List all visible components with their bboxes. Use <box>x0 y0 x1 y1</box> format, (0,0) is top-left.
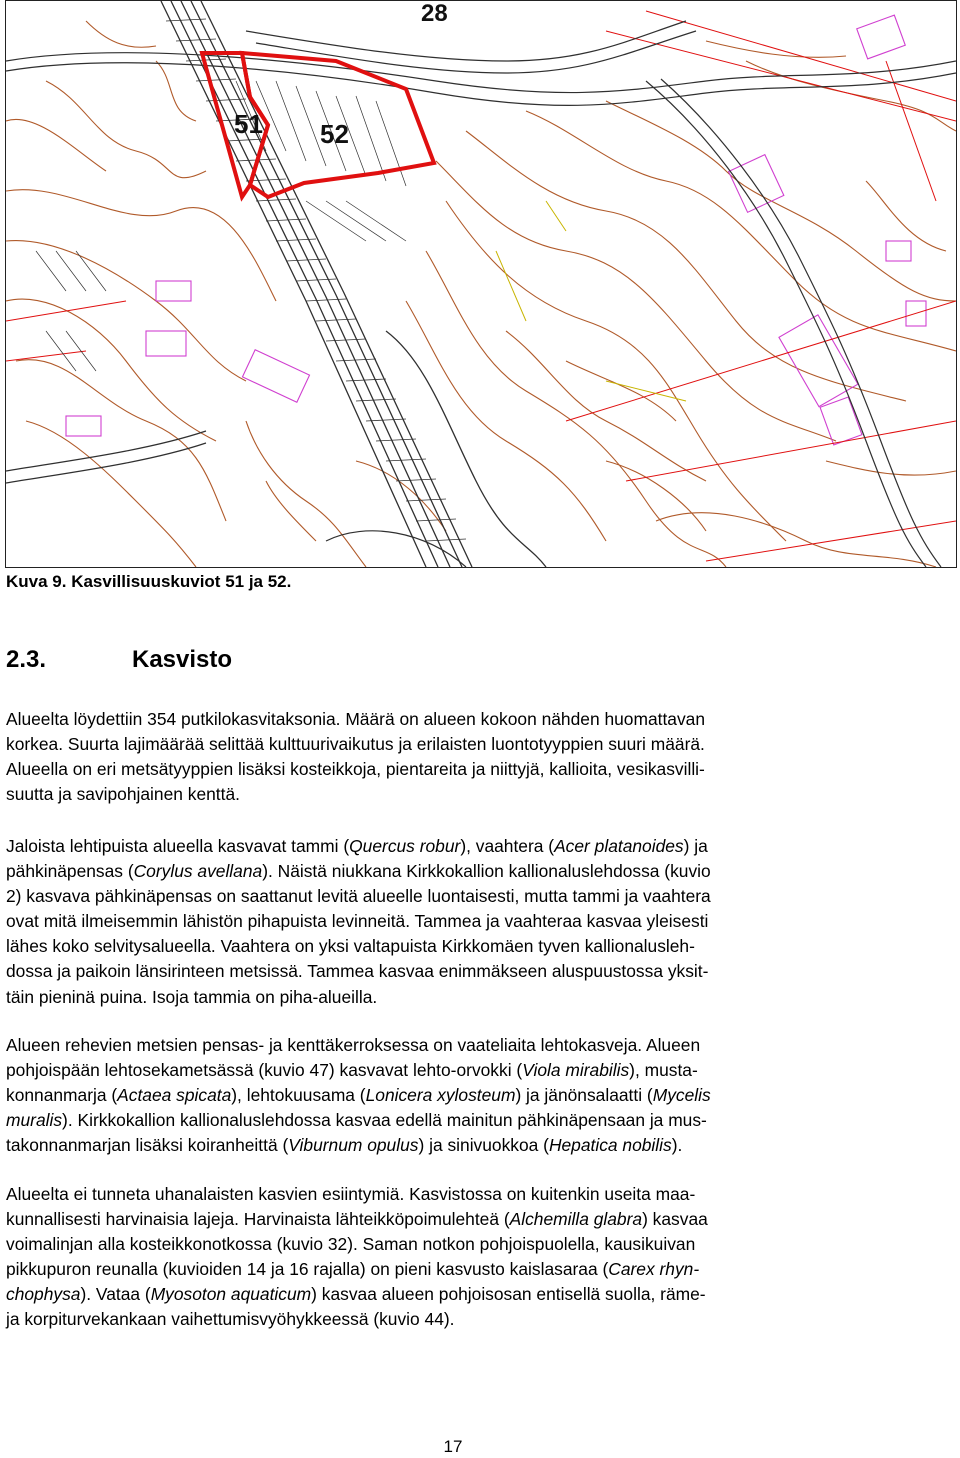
paragraph-1 <box>6 707 902 807</box>
text-run: pikkupuron reunalla (kuvioiden 14 ja 16 rajalla) on pieni kasvusto kaislasaraa ( <box>6 1259 609 1280</box>
text-run: pähkinäpensas ( <box>6 861 134 882</box>
text-run: ). Kirkkokallion kallionaluslehdossa kasvaa edellä mainitun pähkinäpensaan ja mus- <box>62 1110 707 1131</box>
text-run: ) ja jänönsalaatti ( <box>515 1085 653 1106</box>
text-run: ), vaahtera ( <box>460 836 555 856</box>
text-run: ) kasvaa <box>642 1209 708 1230</box>
text-line: lähes koko selvitysalueella. Vaahtera on yksi valtapuista Kirkkomäen tyven kallionalusleh- <box>6 936 695 957</box>
text-line: täin pieninä puina. Isoja tammia on piha-alueilla. <box>6 986 378 1007</box>
text-run: kunnallisesti harvinaisia lajeja. Harvinaista lähteikköpoimulehteä ( <box>6 1209 510 1230</box>
text-line: ja korpiturvekankaan vaihettumisvyöhykkeessä (kuvio 44). <box>6 1309 455 1330</box>
section-title: Kasvisto <box>132 646 233 673</box>
text-run: takonnanmarjan lisäksi koiranheittä ( <box>6 1135 289 1156</box>
text-run: ). Vataa ( <box>80 1284 151 1305</box>
text-line: suutta ja savipohjainen kenttä. <box>6 784 240 805</box>
species-name: Acer platanoides <box>554 836 684 856</box>
text-line: voimalinjan alla kosteikkonotkossa (kuvio 32). Saman notkon pohjoispuolella, kausikuivan <box>6 1234 696 1255</box>
text-run: ) ja sinivuokkoa ( <box>418 1135 549 1156</box>
paragraph-4 <box>6 1182 902 1333</box>
section-number: 2.3. <box>6 646 47 673</box>
species-name: Mycelis <box>652 1085 711 1106</box>
species-name: Corylus avellana <box>133 861 263 882</box>
map-label-51: 51 <box>234 109 263 139</box>
text-line: Alueella on eri metsätyyppien lisäksi kosteikkoja, pientareita ja niittyjä, kallioita, vesikasvilli- <box>6 759 705 780</box>
map-drawing <box>6 1 956 567</box>
map-label-52: 52 <box>320 119 349 149</box>
species-name: Viola mirabilis <box>522 1060 630 1081</box>
text-line: 2) kasvava pähkinäpensas on saattanut levitä alueelle luontaisesti, mutta tammi ja vaahtera <box>6 886 711 907</box>
page-number: 17 <box>443 1437 463 1456</box>
text-run: ), musta- <box>629 1060 698 1081</box>
text-line <box>6 859 902 884</box>
figure-caption: Kuva 9. Kasvillisuuskuviot 51 ja 52. <box>6 572 292 591</box>
text-line <box>6 1108 902 1133</box>
text-line: Alueen rehevien metsien pensas- ja kenttäkerroksessa on vaateliaita lehtokasveja. Alueen <box>6 1035 701 1055</box>
section-heading <box>6 646 232 674</box>
vegetation-map <box>5 0 957 568</box>
species-name: Carex rhyn- <box>608 1259 700 1280</box>
species-name: muralis <box>6 1110 63 1131</box>
text-line <box>6 1058 902 1083</box>
text-run: ). <box>671 1135 683 1156</box>
paragraph-2 <box>6 834 902 1010</box>
paragraph-3 <box>6 1033 902 1158</box>
map-label-28: 28 <box>421 1 448 27</box>
text-line <box>6 1282 902 1307</box>
text-run: ) ja <box>683 836 708 856</box>
species-name: chophysa <box>6 1284 81 1305</box>
text-line: dossa ja paikoin länsirinteen metsissä. Tammea kasvaa enimmäkseen aluspuustossa yksit- <box>6 961 709 982</box>
text-line: ovat mitä ilmeisemmin lähistön pihapuista levinneitä. Tammea ja vaahteraa kasvaa yleisesti <box>6 911 709 932</box>
text-line <box>6 1133 902 1158</box>
text-run: ), lehtokuusama ( <box>231 1085 366 1106</box>
species-name: Actaea spicata <box>117 1085 232 1106</box>
text-line <box>6 1207 902 1232</box>
text-run: ) kasvaa alueen pohjoisosan entisellä suolla, räme- <box>311 1284 706 1305</box>
text-run: ). Näistä niukkana Kirkkokallion kallionaluslehdossa (kuvio <box>262 861 711 882</box>
species-name: Viburnum opulus <box>288 1135 419 1156</box>
text-run: pohjoispään lehtosekametsässä (kuvio 47) kasvavat lehto-orvokki ( <box>6 1060 523 1081</box>
species-name: Alchemilla glabra <box>509 1209 643 1230</box>
text-line <box>6 1083 902 1108</box>
text-line: korkea. Suurta lajimäärää selittää kulttuurivaikutus ja erilaisten luontotyyppien suuri määrä. <box>6 734 705 755</box>
text-run: Jaloista lehtipuista alueella kasvavat tammi ( <box>6 836 350 856</box>
species-name: Quercus robur <box>349 836 461 856</box>
text-line: Alueelta löydettiin 354 putkilokasvitaksonia. Määrä on alueen kokoon nähden huomattavan <box>6 709 705 729</box>
text-line <box>6 1257 902 1282</box>
text-line <box>6 834 902 859</box>
text-run: konnanmarja ( <box>6 1085 118 1106</box>
species-name: Hepatica nobilis <box>548 1135 672 1156</box>
species-name: Myosoton aquaticum <box>150 1284 312 1305</box>
species-name: Lonicera xylosteum <box>365 1085 516 1106</box>
text-line: Alueelta ei tunneta uhanalaisten kasvien esiintymiä. Kasvistossa on kuitenkin useita maa- <box>6 1184 696 1204</box>
